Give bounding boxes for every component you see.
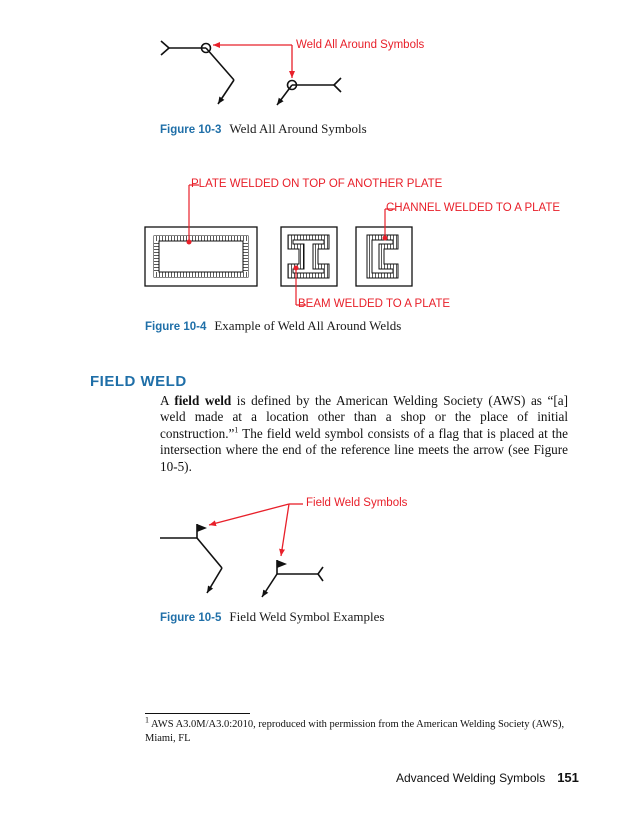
figure-number: Figure 10-4 (145, 321, 207, 333)
footnote-rule (145, 713, 250, 714)
figure-10-5-caption (160, 609, 384, 625)
page-footer (396, 770, 579, 785)
label-beam-welded: BEAM WELDED TO A PLATE (298, 298, 451, 310)
footnote-reference[interactable]: 1 (234, 425, 239, 435)
field-flag-right (277, 560, 287, 568)
field-flag-left (197, 524, 207, 532)
field-weld-symbol-right (262, 560, 323, 597)
figure-title: Example of Weld All Around Welds (214, 318, 402, 333)
footnote-text: AWS A3.0M/A3.0:2010, reproduced with permission from the American Welding Society (AWS), Miami, FL (145, 719, 565, 744)
para-prefix: A (160, 393, 175, 408)
figure-title: Field Weld Symbol Examples (229, 609, 385, 624)
section-heading: FIELD WELD (90, 373, 187, 390)
para-tail: The field weld symbol consists of a flag that is placed at the intersection where the end of the reference line meets the arrow (see Figure 10-5). (160, 425, 568, 474)
figure-number: Figure 10-5 (160, 612, 222, 624)
label-plate-welded: PLATE WELDED ON TOP OF ANOTHER PLATE (191, 178, 443, 190)
page-number: 151 (557, 770, 579, 785)
footnote (145, 715, 570, 746)
para-definition: is defined by the American Welding Society (AWS) as “[a] weld made at a location other than a shop or the place of initial construction.” (160, 393, 568, 441)
running-title: Advanced Welding Symbols (396, 771, 546, 785)
label-channel-welded: CHANNEL WELDED TO A PLATE (386, 202, 561, 214)
defined-term: field weld (174, 393, 232, 408)
callout-field-weld: Field Weld Symbols (306, 497, 408, 509)
figure-title: Weld All Around Symbols (229, 121, 367, 136)
field-weld-symbol-left (160, 524, 222, 593)
footnote-marker: 1 (145, 715, 149, 725)
figure-number: Figure 10-3 (160, 124, 222, 136)
callout-leaders-10-5 (209, 504, 303, 556)
callout-weld-all-around: Weld All Around Symbols (296, 39, 425, 51)
